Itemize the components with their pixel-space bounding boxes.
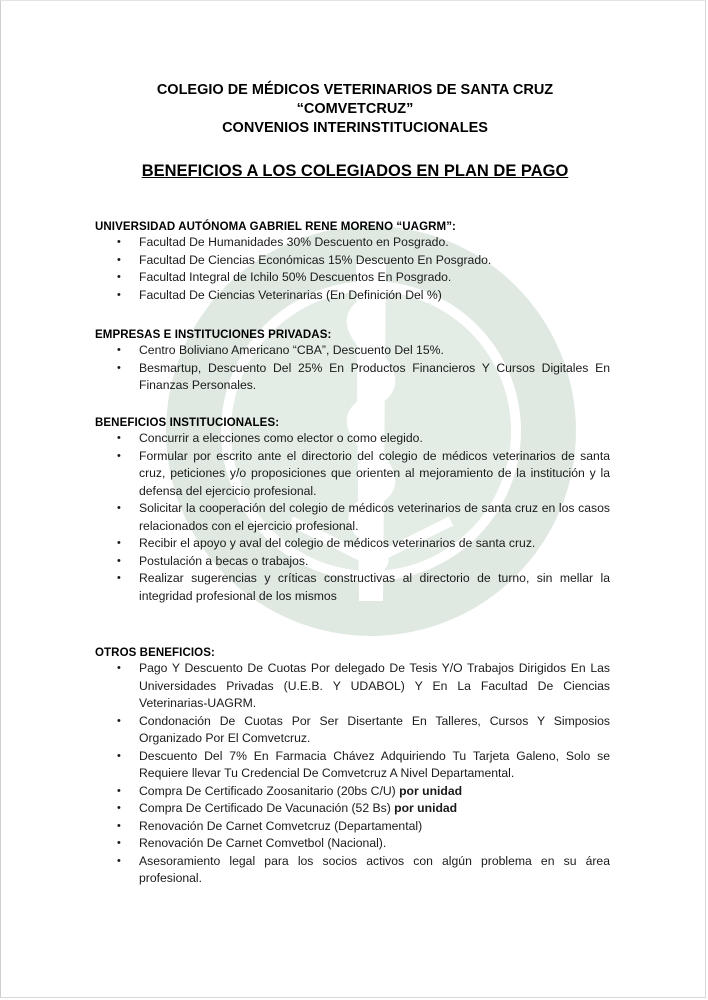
- section-private-companies: [95, 329, 610, 395]
- list-item-text: Descuento Del 7% En Farmacia Chávez Adquiriendo Tu Tarjeta Galeno, Solo se Requiere llevar Tu Credencial De Comvetcruz A Nivel Departamental.: [139, 748, 610, 780]
- list-item-text: Centro Boliviano Americano “CBA”, Descuento Del 15%.: [139, 343, 444, 357]
- list-item: [95, 570, 610, 605]
- list-item: [95, 783, 610, 801]
- list-item: [95, 800, 610, 818]
- section-list: [95, 660, 610, 888]
- list-item-text: Condonación De Cuotas Por Ser Disertante En Talleres, Cursos Y Simposios Organizado Por El Comvetcruz.: [139, 713, 610, 745]
- bullet-icon: •: [117, 854, 121, 867]
- header-line-1: COLEGIO DE MÉDICOS VETERINARIOS DE SANTA CRUZ: [156, 82, 554, 98]
- bullet-icon: •: [117, 253, 121, 266]
- list-item-text: Facultad Integral de Ichilo 50% Descuentos En Posgrado.: [139, 270, 452, 284]
- document-subtitle: BENEFICIOS A LOS COLEGIADOS EN PLAN DE PAGO: [141, 162, 569, 180]
- list-item-text: Compra De Certificado De Vacunación (52 Bs) por unidad: [139, 801, 458, 815]
- list-item-text: Asesoramiento legal para los socios activos con algún problema en su área profesional.: [139, 853, 610, 885]
- list-item: [95, 448, 610, 501]
- list-item: [95, 660, 610, 713]
- bullet-icon: •: [117, 432, 121, 444]
- bullet-icon: •: [117, 271, 121, 283]
- section-title: UNIVERSIDAD AUTÓNOMA GABRIEL RENE MORENO “UAGRM”:: [95, 221, 456, 233]
- list-item-text: Formular por escrito ante el directorio del colegio de médicos veterinarios de santa cruz, peticiones y/o proposiciones que orienten al mejoramiento de la institución y la defensa del ejercicio profesional.: [139, 448, 610, 498]
- list-item: [95, 853, 610, 888]
- bullet-icon: •: [117, 662, 121, 674]
- list-item: [95, 553, 610, 571]
- bullet-icon: •: [117, 572, 121, 584]
- list-item: [95, 818, 610, 836]
- bullet-icon: •: [117, 236, 121, 248]
- section-title: OTROS BENEFICIOS:: [95, 647, 215, 659]
- list-item-text: Renovación De Carnet Comvetcruz (Departamental): [139, 818, 423, 833]
- list-item-text: Facultad De Ciencias Veterinarias (En Definición Del %): [139, 287, 442, 302]
- list-item-text: Facultad De Ciencias Económicas 15% Descuento En Posgrado.: [139, 252, 492, 267]
- section-other-benefits: [95, 647, 610, 888]
- list-item-text: Besmartup, Descuento Del 25% En Productos Financieros Y Cursos Digitales En Finanzas Personales.: [139, 360, 610, 392]
- list-item: [95, 535, 610, 553]
- list-item: [95, 269, 610, 287]
- list-item-text: Facultad De Humanidades 30% Descuento en Posgrado.: [139, 235, 449, 249]
- list-item: [95, 748, 610, 783]
- bullet-icon: •: [117, 344, 121, 356]
- list-item-text: Recibir el apoyo y aval del colegio de médicos veterinarios de santa cruz.: [139, 536, 536, 550]
- list-item-text: Postulación a becas o trabajos.: [139, 553, 309, 568]
- list-item-text: Concurrir a elecciones como elector o como elegido.: [139, 431, 423, 445]
- bullet-icon: •: [117, 714, 121, 727]
- list-item-text: Compra De Certificado Zoosanitario (20bs C/U) por unidad: [139, 783, 463, 798]
- list-item-text: Renovación De Carnet Comvetbol (Nacional).: [139, 836, 387, 850]
- list-item-bold-text: por unidad: [394, 801, 458, 815]
- list-item: [95, 234, 610, 252]
- bullet-icon: •: [117, 554, 121, 567]
- list-item: [95, 287, 610, 305]
- list-item-bold-text: por unidad: [399, 783, 463, 798]
- document-header: [1, 81, 708, 138]
- list-item-text: Pago Y Descuento De Cuotas Por delegado De Tesis Y/O Trabajos Dirigidos En Las Universidades Privadas (U.E.B. Y UDABOL) Y En La Facultad De Ciencias Veterinarias-UAGRM.: [139, 661, 610, 710]
- list-item: [95, 360, 610, 395]
- header-line-3: CONVENIOS INTERINSTITUCIONALES: [222, 120, 488, 136]
- bullet-icon: •: [117, 749, 121, 762]
- section-institutional-benefits: [95, 417, 610, 605]
- bullet-icon: •: [117, 784, 121, 797]
- list-item: [95, 430, 610, 448]
- section-title: EMPRESAS E INSTITUCIONES PRIVADAS:: [95, 329, 332, 341]
- list-item-text: Realizar sugerencias y críticas constructivas al directorio de turno, sin mellar la integridad profesional de los mismos: [139, 571, 610, 603]
- bullet-icon: •: [117, 837, 121, 849]
- section-list: [95, 430, 610, 605]
- list-item: [95, 713, 610, 748]
- bullet-icon: •: [117, 802, 121, 814]
- bullet-icon: •: [117, 819, 121, 832]
- list-item: [95, 500, 610, 535]
- section-uagrm: [95, 221, 610, 304]
- list-item: [95, 835, 610, 853]
- section-list: [95, 234, 610, 304]
- list-item: [95, 342, 610, 360]
- bullet-icon: •: [117, 537, 121, 549]
- bullet-icon: •: [117, 502, 121, 514]
- section-title: BENEFICIOS INSTITUCIONALES:: [95, 417, 280, 429]
- list-item: [95, 252, 610, 270]
- list-item-text: Solicitar la cooperación del colegio de médicos veterinarios de santa cruz en los casos relacionados con el ejercicio profesional.: [139, 501, 610, 533]
- bullet-icon: •: [117, 361, 121, 374]
- bullet-icon: •: [117, 288, 121, 301]
- section-list: [95, 342, 610, 395]
- bullet-icon: •: [117, 449, 121, 462]
- header-line-2: “COMVETCRUZ”: [296, 101, 414, 117]
